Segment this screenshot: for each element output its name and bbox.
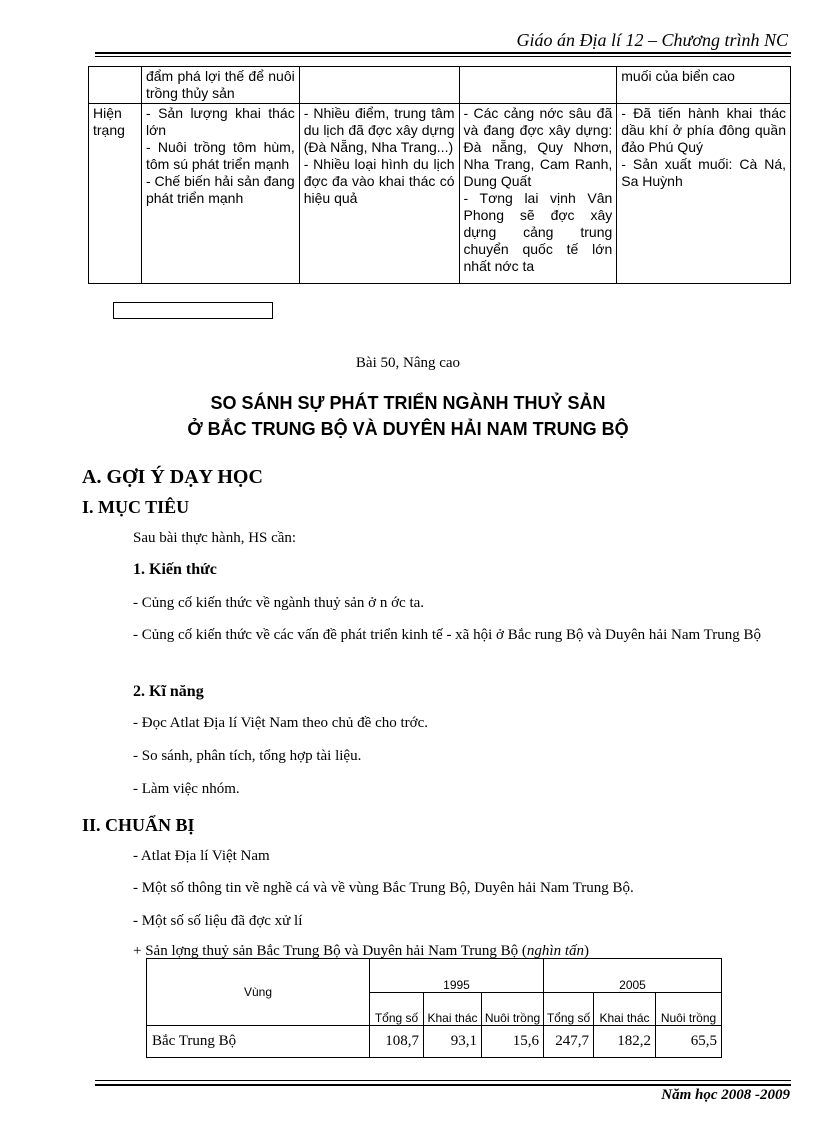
table-cell bbox=[299, 67, 459, 104]
cell-line: - Nhiều loại hình du lịch đợc đa vào khai thác có hiệu quả bbox=[303, 156, 455, 206]
cell-line: - Sản xuất muối: Cà Ná, Sa Huỳnh bbox=[621, 156, 786, 189]
value-cell: 15,6 bbox=[482, 1026, 544, 1058]
prep-item: - Một số số liệu đã đợc xử lí bbox=[133, 913, 303, 929]
caption-unit: nghìn tấn bbox=[526, 943, 584, 959]
subheading-knowledge: 1. Kiến thức bbox=[133, 561, 217, 578]
fishery-output-table bbox=[146, 958, 722, 1058]
caption-end: ) bbox=[584, 943, 589, 959]
table-cell: muối của biển cao bbox=[617, 67, 791, 104]
table-cell bbox=[459, 104, 617, 284]
prep-item: - Atlat Địa lí Việt Nam bbox=[133, 848, 270, 864]
cell-line: - Nuôi trồng tôm hùm, tôm sú phát triển mạnh bbox=[145, 139, 295, 172]
skill-item: - Làm việc nhóm. bbox=[133, 781, 240, 797]
knowledge-item: - Củng cố kiến thức về ngành thuỷ sản ở n ớc ta. bbox=[133, 595, 425, 611]
header-catch: Khai thác bbox=[424, 993, 482, 1026]
header-rule bbox=[95, 52, 791, 54]
header-total: Tổng số bbox=[370, 993, 424, 1026]
table-row bbox=[89, 67, 791, 104]
skill-item: - So sánh, phân tích, tổng hợp tài liệu. bbox=[133, 748, 362, 764]
cell-line: - Chế biến hải sản đang phát triển mạnh bbox=[145, 173, 295, 206]
header-year: 1995 bbox=[370, 959, 544, 993]
region-cell: Bắc Trung Bộ bbox=[147, 1026, 370, 1058]
page-header: Giáo án Địa lí 12 – Chương trình NC bbox=[516, 30, 788, 50]
section-heading-1: I. MỤC TIÊU bbox=[82, 497, 190, 517]
empty-box bbox=[113, 302, 273, 319]
cell-line: - Các cảng nớc sâu đã và đang đợc xây dựng: Đà nẵng, Quy Nhơn, Nha Trang, Cam Ranh, Dung Quất bbox=[463, 105, 613, 189]
header-farm: Nuôi trồng bbox=[656, 993, 722, 1026]
header-region: Vùng bbox=[147, 959, 370, 1026]
table-cell: đẩm phá lợi thế để nuôi trồng thủy sản bbox=[141, 67, 299, 104]
knowledge-item: - Củng cố kiến thức về các vấn đề phát triển kinh tế - xã hội ở Bắc rung Bộ và Duyên hải Nam Trung Bộ bbox=[133, 627, 762, 643]
value-cell: 93,1 bbox=[424, 1026, 482, 1058]
cell-line: - Nhiều điểm, trung tâm du lịch đã đợc xây dựng (Đà Nẵng, Nha Trang...) bbox=[303, 105, 455, 155]
page-title-line2: Ở BẮC TRUNG BỘ VÀ DUYÊN HẢI NAM TRUNG BỘ bbox=[187, 419, 629, 439]
caption-text: + Sản lợng thuỷ sản Bắc Trung Bộ và Duyên hải Nam Trung Bộ ( bbox=[133, 943, 527, 959]
page-footer: Năm học 2008 -2009 bbox=[661, 1087, 790, 1103]
header-rule-thin bbox=[95, 56, 791, 57]
cell-line: - Tơng lai vịnh Vân Phong sẽ đợc xây dựng cảng trung chuyển quốc tế lớn nhất nớc ta bbox=[463, 190, 613, 274]
table-cell bbox=[89, 67, 142, 104]
header-farm: Nuôi trồng bbox=[482, 993, 544, 1026]
intro-text: Sau bài thực hành, HS cần: bbox=[133, 530, 297, 546]
skill-item: - Đọc Atlat Địa lí Việt Nam theo chủ đề cho trớc. bbox=[133, 715, 429, 731]
section-heading-a: A. GỢI Ý DẠY HỌC bbox=[82, 466, 263, 488]
lesson-label: Bài 50, Nâng cao bbox=[355, 355, 461, 371]
table-row bbox=[89, 104, 791, 284]
subheading-skills: 2. Kĩ năng bbox=[133, 683, 204, 700]
cell-line: - Đã tiến hành khai thác dầu khí ở phía đông quần đảo Phú Quý bbox=[621, 105, 786, 155]
table-cell bbox=[617, 104, 791, 284]
table-cell bbox=[141, 104, 299, 284]
row-label: Hiện trạng bbox=[89, 104, 142, 284]
value-cell: 182,2 bbox=[594, 1026, 656, 1058]
section-heading-2: II. CHUẨN BỊ bbox=[82, 815, 195, 835]
header-catch: Khai thác bbox=[594, 993, 656, 1026]
table-cell bbox=[299, 104, 459, 284]
page-title: SO SÁNH SỰ PHÁT TRIỂN NGÀNH THUỶ SẢN bbox=[210, 393, 606, 413]
value-cell: 65,5 bbox=[656, 1026, 722, 1058]
continuation-table bbox=[88, 66, 791, 284]
value-cell: 108,7 bbox=[370, 1026, 424, 1058]
footer-rule bbox=[95, 1084, 791, 1086]
header-total: Tổng số bbox=[544, 993, 594, 1026]
prep-item: - Một số thông tin về nghề cá và về vùng Bắc Trung Bộ, Duyên hải Nam Trung Bộ. bbox=[133, 880, 634, 896]
header-year: 2005 bbox=[544, 959, 722, 993]
table-cell bbox=[459, 67, 617, 104]
footer-rule-thin bbox=[95, 1080, 791, 1081]
value-cell: 247,7 bbox=[544, 1026, 594, 1058]
cell-line: - Sản lượng khai thác lớn bbox=[145, 105, 295, 138]
table-row bbox=[147, 1026, 722, 1058]
table-header-row bbox=[147, 959, 722, 993]
